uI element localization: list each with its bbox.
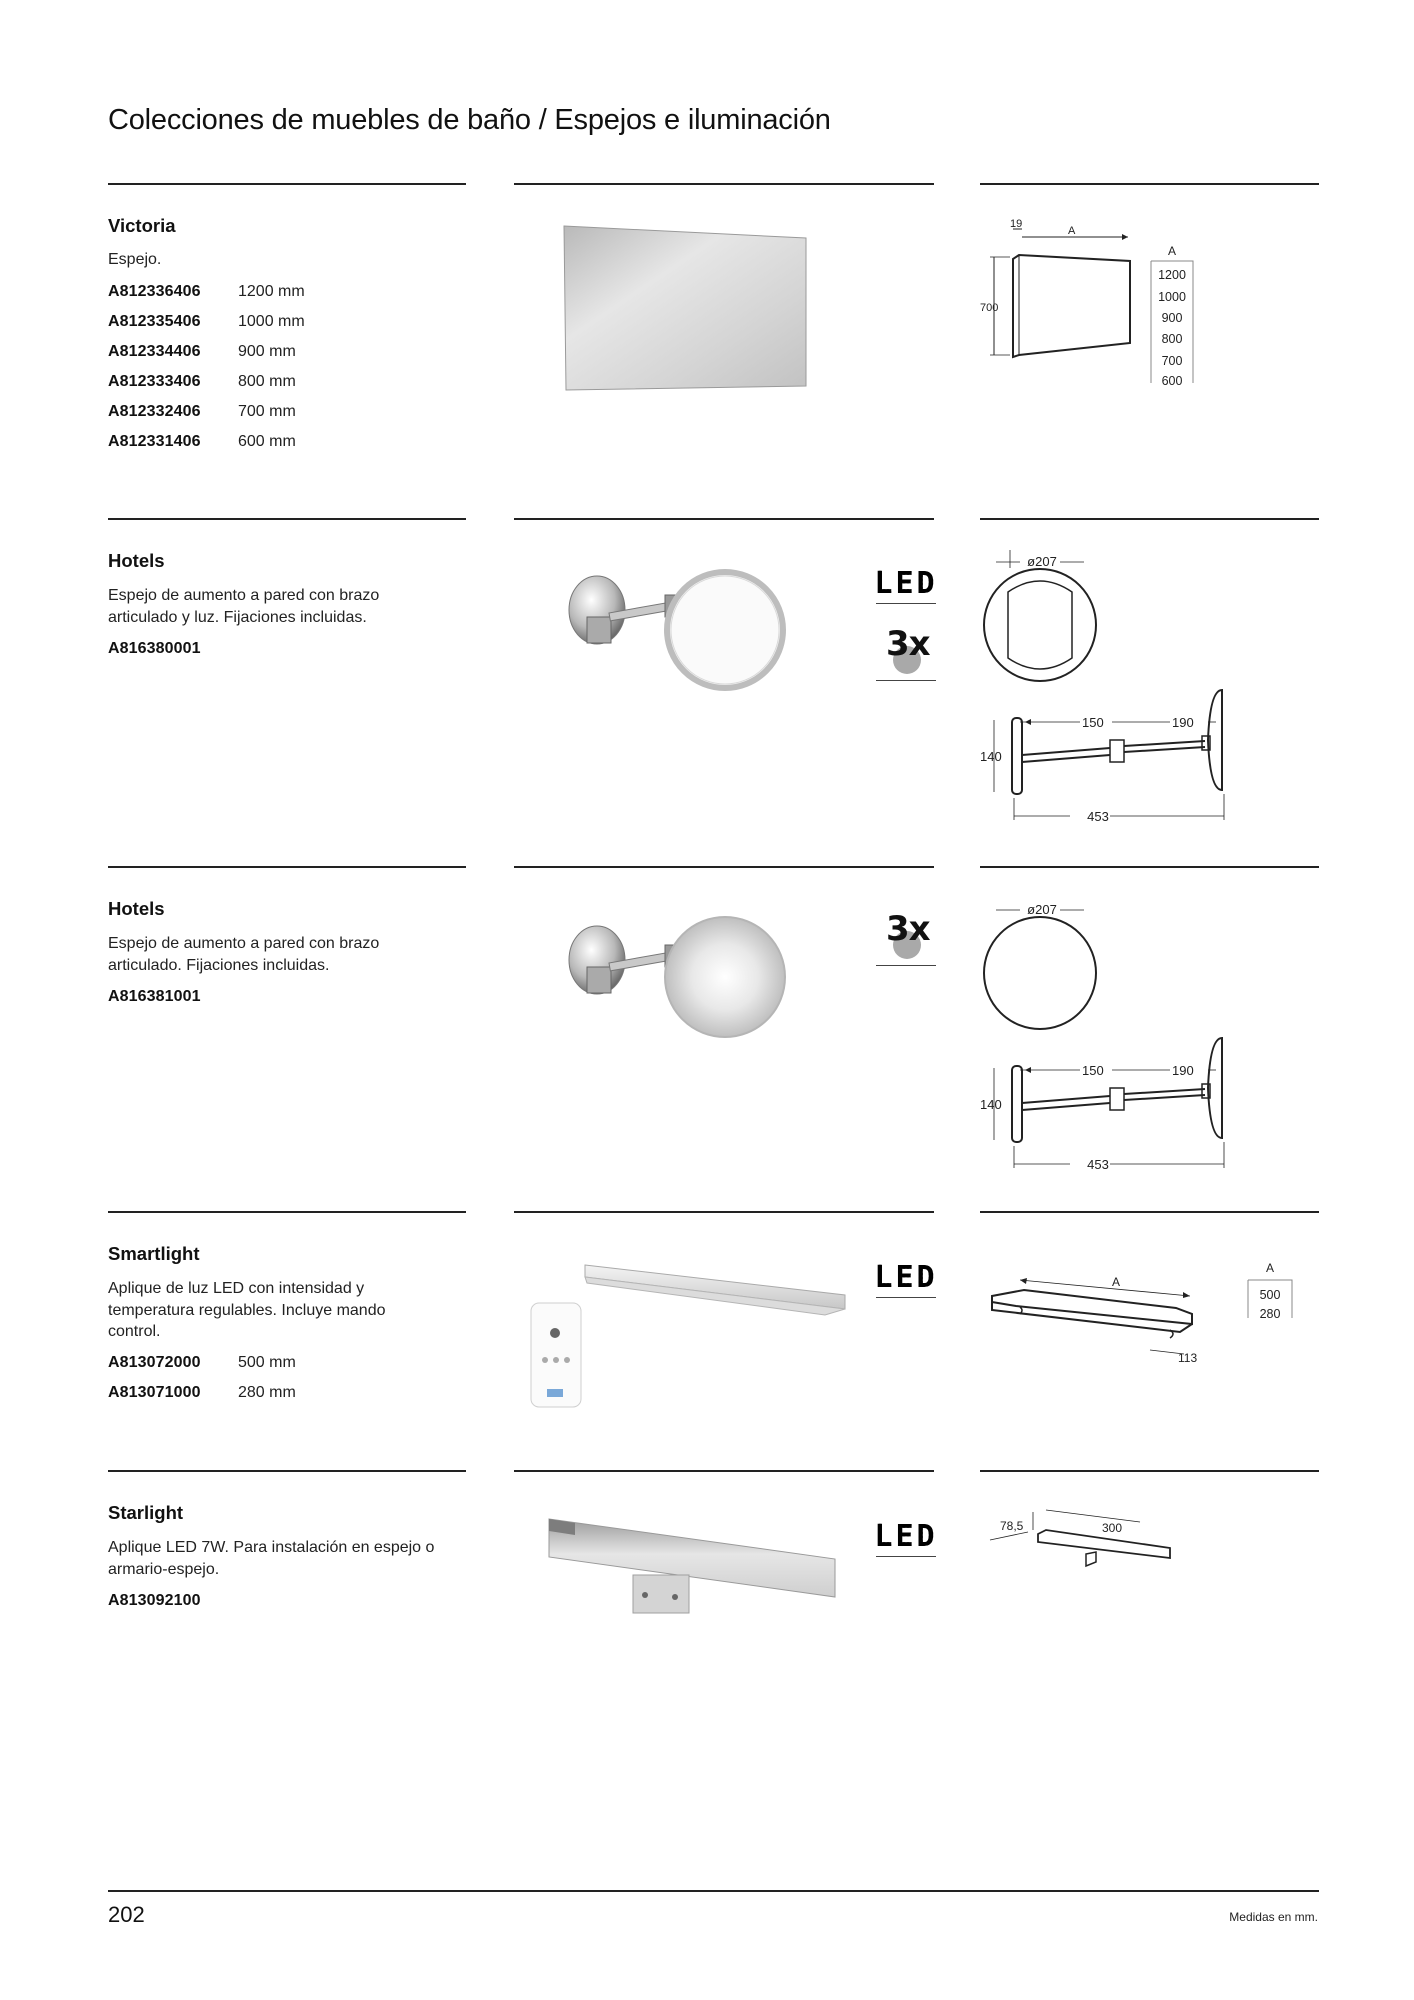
product-description: Espejo de aumento a pared con brazo articulado. Fijaciones incluidas. [108,935,380,974]
product-description: Espejo. [108,251,162,268]
product-size: 700 mm [238,403,296,420]
code-row [108,283,305,305]
code-row [108,373,296,395]
led-badge-text: LED [874,565,938,601]
starlight-technical-drawing [980,1500,1200,1600]
product-size: 800 mm [238,373,296,390]
column-rule [108,866,466,868]
footer-rule [108,1890,1319,1892]
column-rule [980,518,1319,520]
dimension-label: 19 [1010,218,1023,230]
smartlight-technical-drawing [980,1250,1310,1380]
column-rule [514,1211,934,1213]
product-name: Hotels [108,550,165,571]
column-rule [514,1470,934,1472]
hotels-led-mirror-photo [565,555,805,710]
product-size: 900 mm [238,343,296,360]
product-code: A816380001 [108,640,201,657]
product-size: 1000 mm [238,313,305,330]
smartlight-photo [525,1255,855,1415]
code-row [108,403,296,425]
product-description: Aplique LED 7W. Para instalación en espejo o armario-espejo. [108,1539,435,1578]
product-code: A812332406 [108,403,201,420]
page-number: 202 [108,1902,145,1927]
column-rule [108,183,466,185]
dimension-label: 453 [1087,1157,1109,1172]
column-rule [108,1211,466,1213]
led-badge [876,1257,936,1298]
product-size: 1200 mm [238,283,305,300]
code-row [108,433,296,455]
table-value: 700 [1161,354,1183,368]
led-badge [876,1516,936,1557]
code-row [108,343,296,365]
code-row [108,640,238,662]
dimension-label: ø207 [1027,554,1057,569]
magnification-badge [876,905,936,966]
product-code: A813092100 [108,1592,201,1609]
product-code: A812334406 [108,343,201,360]
product-code: A812335406 [108,313,201,330]
code-row [108,1592,238,1614]
table-value: 1200 [1158,268,1186,282]
dimension-label: 453 [1087,809,1109,824]
dimension-label: A [1068,225,1076,237]
product-code: A812331406 [108,433,201,450]
product-code: A813072000 [108,1354,201,1371]
code-row [108,1384,296,1406]
product-name: Victoria [108,215,176,236]
footer-note: Medidas en mm. [1229,1910,1318,1924]
product-code: A812336406 [108,283,201,300]
column-rule [980,866,1319,868]
product-name: Smartlight [108,1243,200,1264]
product-code: A812333406 [108,373,201,390]
dimension-label: 150 [1082,715,1104,730]
dimension-label: 300 [1102,1521,1123,1535]
product-name: Hotels [108,898,165,919]
column-rule [108,1470,466,1472]
code-row [108,313,305,335]
dimension-label: 113 [1178,1351,1198,1365]
victoria-technical-drawing [980,215,1210,400]
product-size: 280 mm [238,1384,296,1401]
product-code: A816381001 [108,988,201,1005]
table-value: 1000 [1158,290,1186,304]
magnification-text: 3x [886,909,930,949]
dimension-label: 190 [1172,1063,1194,1078]
column-rule [514,866,934,868]
product-description: Aplique de luz LED con intensidad y temperatura regulables. Incluye mando control. [108,1280,386,1340]
led-badge [876,563,936,604]
dimension-label: 78,5 [1000,1519,1024,1533]
column-rule [980,1211,1319,1213]
dimension-label: 150 [1082,1063,1104,1078]
starlight-photo [545,1515,845,1630]
table-value: 900 [1161,311,1183,325]
column-rule [980,183,1319,185]
led-badge-text: LED [874,1259,938,1295]
led-badge-text: LED [874,1518,938,1554]
magnification-text: 3x [886,624,930,664]
victoria-mirror-photo [560,222,810,392]
column-rule [514,183,934,185]
table-value: 500 [1259,1288,1281,1302]
table-value: 280 [1259,1307,1281,1321]
table-header: A [1167,244,1177,258]
column-rule [108,518,466,520]
dimension-label: A [1112,1275,1121,1289]
code-row [108,988,238,1010]
dimension-label: ø207 [1027,902,1057,917]
magnification-badge [876,620,936,681]
product-code: A813071000 [108,1384,201,1401]
page-title: Colecciones de muebles de baño / Espejos e iluminación [108,104,831,136]
table-header: A [1265,1261,1275,1275]
dimension-label: 140 [980,1097,1002,1112]
column-rule [514,518,934,520]
table-value: 800 [1161,332,1183,346]
dimension-label: 140 [980,749,1002,764]
hotels-led-technical-drawing [980,550,1260,830]
dimension-label: 190 [1172,715,1194,730]
table-value: 600 [1161,374,1183,388]
column-rule [980,1470,1319,1472]
product-size: 600 mm [238,433,296,450]
product-name: Starlight [108,1502,184,1523]
dimension-label: 700 [980,302,999,314]
product-description: Espejo de aumento a pared con brazo articulado y luz. Fijaciones incluidas. [108,587,380,626]
hotels-mirror-photo [565,905,805,1060]
hotels-technical-drawing [980,898,1260,1178]
product-size: 500 mm [238,1354,296,1371]
code-row [108,1354,296,1376]
